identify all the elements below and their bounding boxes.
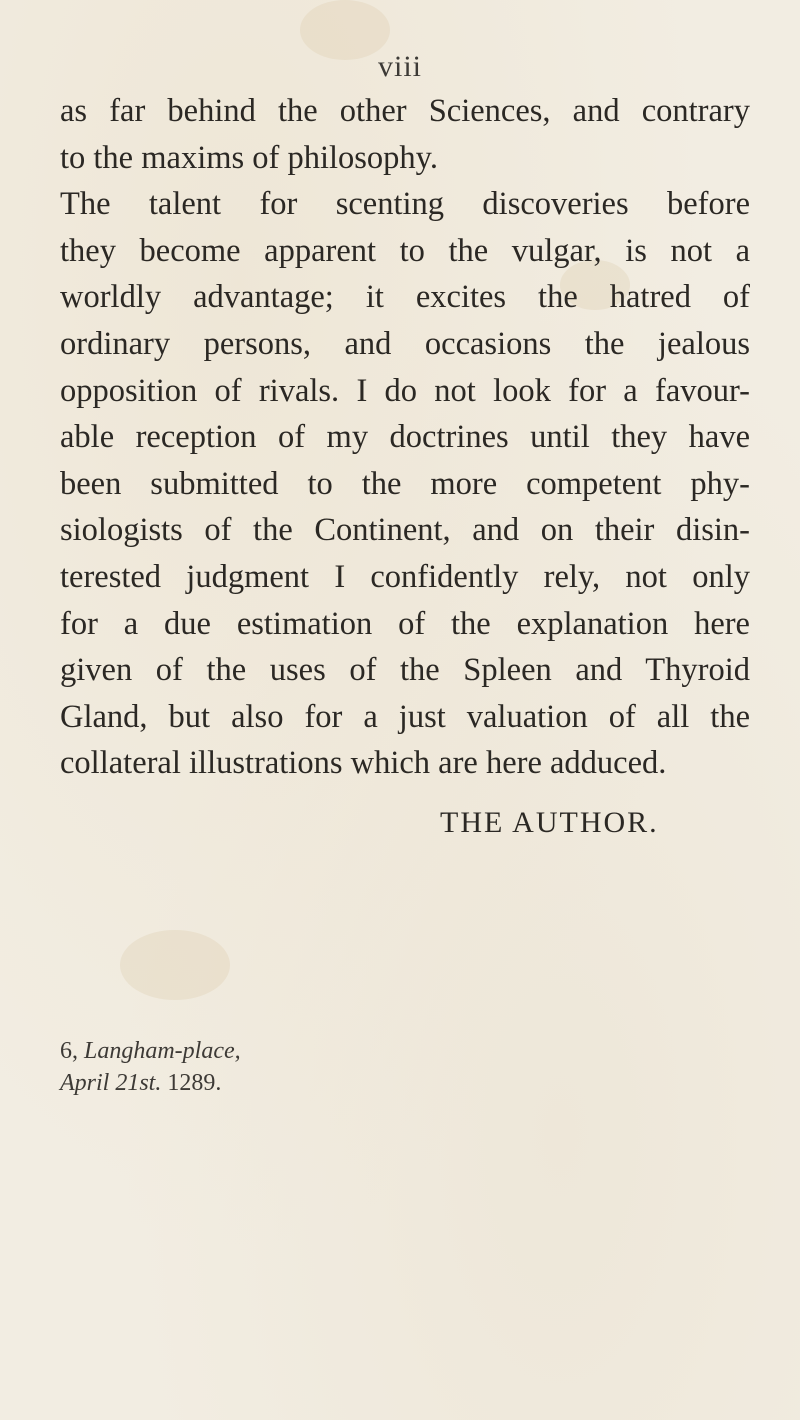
date-line: [60, 1067, 241, 1099]
text-line: as far behind the other Sciences, and contrary: [60, 93, 750, 129]
text-line: for a due estimation of the explanation here: [60, 605, 750, 642]
text-line: opposition of rivals. I do not look for a favour-: [60, 372, 750, 409]
text-line: terested judgment I confidently rely, not only: [60, 558, 750, 595]
text-line: Gland, but also for a just valuation of all the: [60, 698, 750, 735]
page-number: viii: [377, 50, 422, 83]
text-line: The talent for scenting discoveries before: [60, 186, 750, 223]
text-line: given of the uses of the Spleen and Thyroid: [60, 652, 750, 689]
text-line: collateral illustrations which are here adduced.: [60, 745, 667, 782]
address-block: [60, 1035, 241, 1099]
street-name: Langham-place,: [84, 1038, 241, 1064]
address-line: [60, 1035, 241, 1067]
author-signature: THE AUTHOR.: [440, 806, 659, 839]
text-line: been submitted to the more competent phy-: [60, 465, 750, 502]
paper-stain: [120, 930, 230, 1000]
house-number: 6,: [60, 1038, 78, 1064]
body-paragraph: [60, 88, 750, 787]
text-line: worldly advantage; it excites the hatred of: [60, 279, 750, 316]
date-month: April: [60, 1070, 110, 1096]
text-line: ordinary persons, and occasions the jealous: [60, 325, 750, 362]
text-line: siologists of the Continent, and on their disin-: [60, 512, 750, 549]
date-year: 1289.: [167, 1070, 222, 1096]
date-day: 21st.: [115, 1070, 162, 1096]
text-line: to the maxims of philosophy.: [60, 139, 438, 176]
text-line: they become apparent to the vulgar, is not a: [60, 232, 750, 269]
text-line: able reception of my doctrines until they have: [60, 419, 750, 456]
